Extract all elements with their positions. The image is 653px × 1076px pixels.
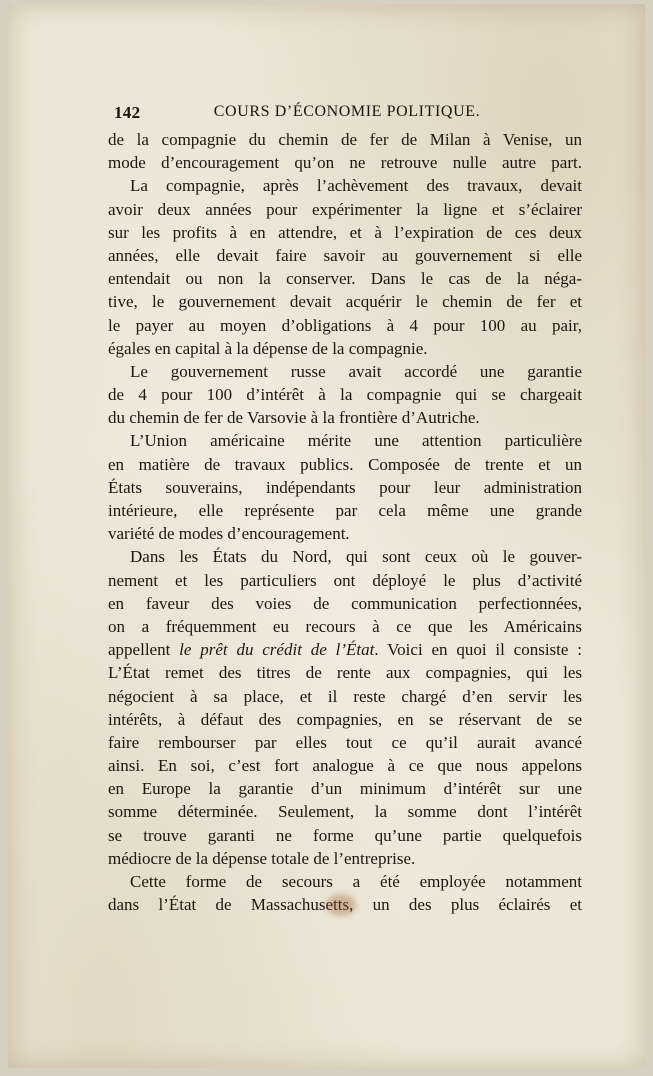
text-line: variété de modes d’encouragement. bbox=[108, 524, 350, 544]
text-line: somme déterminée. Seulement, la somme dont l’intérêt bbox=[108, 802, 582, 822]
text-line: se trouve garanti ne forme qu’une partie quelquefois bbox=[108, 825, 582, 845]
text-fragment: . Voici en quoi il consiste : bbox=[374, 640, 582, 660]
text-line: dans l’État de Massachusetts, un des plus éclairés et bbox=[108, 895, 582, 915]
text-line: en faveur des voies de communication perfectionnées, bbox=[108, 593, 582, 613]
book-page bbox=[8, 4, 645, 1068]
text-line: en matière de travaux publics. Composée de trente et un bbox=[108, 454, 582, 474]
text-line: de 4 pour 100 d’intérêt à la compagnie qui se chargeait bbox=[108, 385, 582, 405]
text-line: sur les profits à en attendre, et à l’expiration de ces deux bbox=[108, 222, 582, 242]
text-line: on a fréquemment eu recours à ce que les Américains bbox=[108, 616, 582, 636]
text-line: du chemin de fer de Varsovie à la frontière d’Autriche. bbox=[108, 408, 480, 428]
text-line: intérêts, à défaut des compagnies, en se réservant de se bbox=[108, 709, 582, 729]
text-line: entendait ou non la conserver. Dans le cas de la néga- bbox=[108, 269, 582, 289]
italic-phrase: le prêt du crédit de l’État bbox=[179, 640, 375, 660]
text-line: le payer au moyen d’obligations à 4 pour 100 au pair, bbox=[108, 315, 582, 335]
text-line: médiocre de la dépense totale de l’entreprise. bbox=[108, 848, 416, 868]
text-line-italic-phrase bbox=[108, 638, 582, 661]
text-line: avoir deux années pour expérimenter la ligne et s’éclairer bbox=[108, 199, 582, 219]
text-line: Cette forme de secours a été employée notamment bbox=[130, 872, 582, 891]
text-line: États souverains, indépendants pour leur administration bbox=[108, 477, 582, 497]
text-line: de la compagnie du chemin de fer de Milan à Venise, un bbox=[108, 130, 582, 149]
page-number: 142 bbox=[114, 103, 141, 122]
text-line: ainsi. En soi, c’est fort analogue à ce que nous appelons bbox=[108, 756, 582, 776]
text-line: en Europe la garantie d’un minimum d’intérêt sur une bbox=[108, 779, 582, 799]
text-line: La compagnie, après l’achèvement des travaux, devait bbox=[130, 176, 582, 196]
text-fragment: appellent bbox=[108, 640, 180, 660]
text-line: Dans les États du Nord, qui sont ceux où le gouver- bbox=[130, 547, 582, 567]
text-line: L’État remet des titres de rente aux compagnies, qui les bbox=[108, 663, 582, 683]
text-line: Le gouvernement russe avait accordé une garantie bbox=[130, 361, 582, 381]
running-title: COURS D’ÉCONOMIE POLITIQUE. bbox=[213, 103, 481, 120]
paper-stain bbox=[326, 894, 356, 916]
text-line: faire rembourser par elles tout ce qu’il aurait avancé bbox=[108, 732, 582, 752]
text-line: tive, le gouvernement devait acquérir le chemin de fer et bbox=[108, 292, 582, 312]
text-line: négocient à sa place, et il reste chargé d’en servir les bbox=[108, 686, 582, 706]
text-line: années, elle devait faire savoir au gouvernement si elle bbox=[108, 245, 582, 265]
text-line: mode d’encouragement qu’on ne retrouve nulle autre part. bbox=[108, 153, 582, 173]
text-line: L’Union américaine mérite une attention particulière bbox=[130, 431, 582, 451]
text-line: intérieure, elle représente par cela même une grande bbox=[108, 501, 582, 520]
running-header bbox=[114, 103, 580, 127]
text-line: égales en capital à la dépense de la compagnie. bbox=[108, 338, 428, 358]
body-text bbox=[108, 128, 582, 916]
text-line: nement et les particuliers ont déployé le plus d’activité bbox=[108, 570, 582, 590]
